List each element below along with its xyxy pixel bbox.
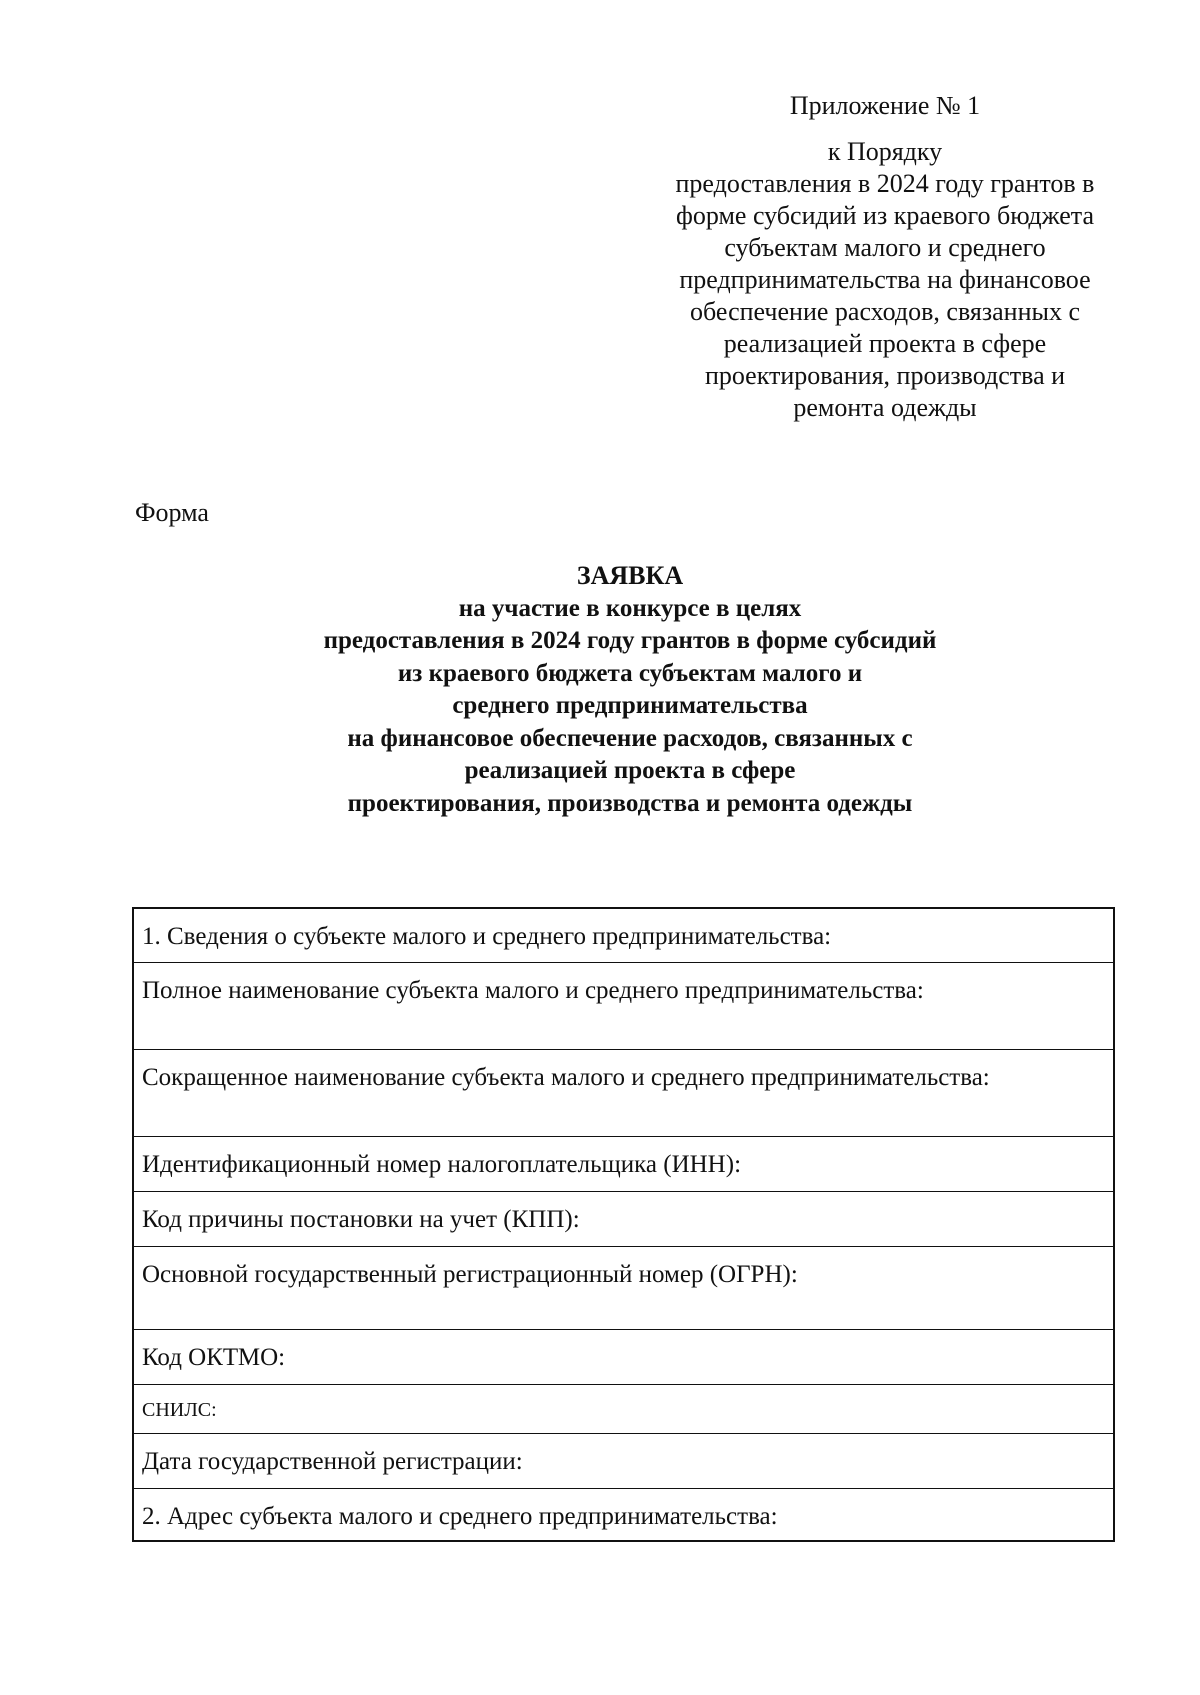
title-line: на финансовое обеспечение расходов, связанных с xyxy=(347,724,913,752)
appendix-line: реализацией проекта в сфере xyxy=(723,329,1047,358)
ogrn-field[interactable]: Основной государственный регистрационный номер (ОГРН): xyxy=(134,1247,1113,1330)
title-line: предоставления в 2024 году грантов в форме субсидий xyxy=(323,627,937,654)
title-line: реализацией проекта в сфере xyxy=(464,757,796,784)
appendix-line: предпринимательства на финансовое xyxy=(679,265,1091,294)
registration-date-field[interactable]: Дата государственной регистрации: xyxy=(134,1434,1113,1489)
appendix-line: проектирования, производства и xyxy=(704,361,1066,390)
full-name-field[interactable]: Полное наименование субъекта малого и среднего предпринимательства: xyxy=(134,963,1113,1050)
appendix-line: субъектам малого и среднего xyxy=(724,233,1046,262)
section-1-header: 1. Сведения о субъекте малого и среднего предпринимательства: xyxy=(134,909,1113,963)
appendix-line: предоставления в 2024 году грантов в xyxy=(675,169,1095,198)
appendix-line: форме субсидий из краевого бюджета xyxy=(676,201,1094,230)
appendix-header xyxy=(640,90,1130,424)
appendix-line: обеспечение расходов, связанных с xyxy=(690,297,1080,326)
title-main: ЗАЯВКА xyxy=(576,561,684,590)
appendix-line: ремонта одежды xyxy=(793,393,977,422)
inn-field[interactable]: Идентификационный номер налогоплательщика (ИНН): xyxy=(134,1137,1113,1192)
application-form-table xyxy=(132,907,1115,1542)
document-title xyxy=(200,560,1060,820)
title-line: на участие в конкурсе в целях xyxy=(458,594,802,622)
title-line: среднего предпринимательства xyxy=(452,692,808,719)
short-name-field[interactable]: Сокращенное наименование субъекта малого и среднего предпринимательства: xyxy=(134,1050,1113,1137)
oktmo-field[interactable]: Код ОКТМО: xyxy=(134,1330,1113,1385)
form-label: Форма xyxy=(135,498,209,527)
title-line: проектирования, производства и ремонта одежды xyxy=(347,789,913,817)
appendix-line: к Порядку xyxy=(827,137,943,166)
section-2-header: 2. Адрес субъекта малого и среднего предпринимательства: xyxy=(142,1503,778,1530)
title-line: из краевого бюджета субъектам малого и xyxy=(397,659,863,687)
kpp-field[interactable]: Код причины постановки на учет (КПП): xyxy=(134,1192,1113,1247)
snils-field[interactable]: СНИЛС: xyxy=(134,1385,1113,1434)
appendix-number: Приложение № 1 xyxy=(789,91,981,120)
